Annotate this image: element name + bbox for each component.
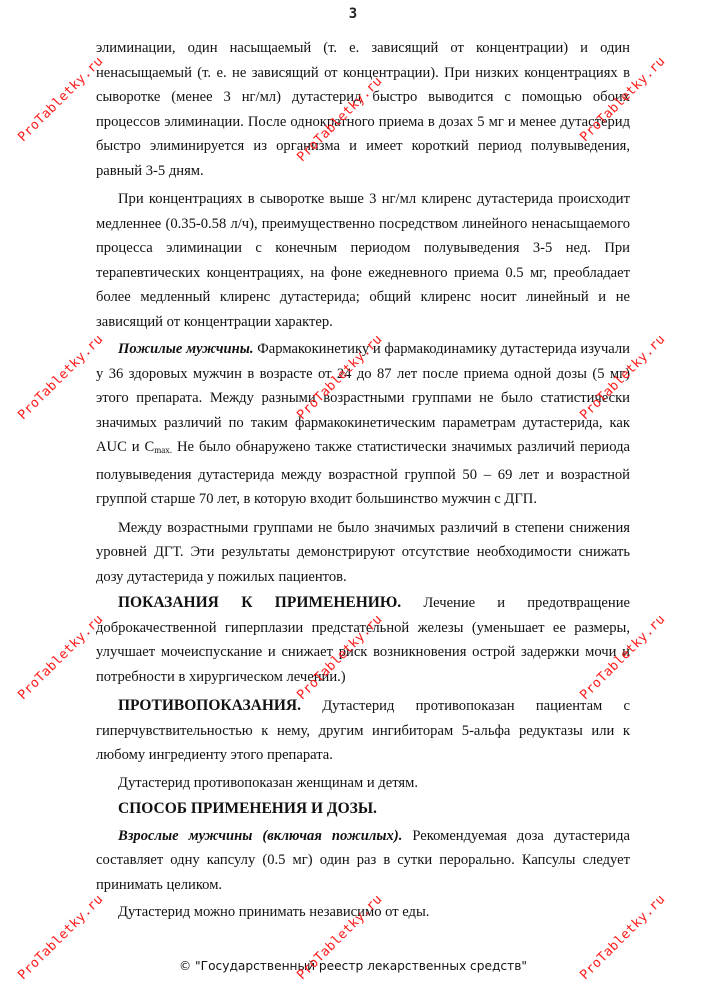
cmax-subscript: max.: [154, 445, 173, 455]
elderly-heading: Пожилые мужчины.: [118, 341, 254, 357]
page-number: 3: [348, 6, 358, 22]
watermark: ProTabletky.ru: [15, 611, 107, 703]
watermark: ProTabletky.ru: [294, 891, 386, 983]
footer-copyright: © "Государственный реестр лекарственных средств": [178, 959, 527, 973]
contraindications-heading: ПРОТИВОПОКАЗАНИЯ.: [118, 697, 301, 714]
paragraph-dgt: Между возрастными группами не было значимых различий в степени снижения уровней ДГТ. Эти результаты демонстрируют отсутствие необходимости снижать дозу дутастерида у пожилых пациентов.: [96, 519, 630, 585]
watermark: ProTabletky.ru: [577, 53, 669, 145]
watermark: ProTabletky.ru: [577, 891, 669, 983]
indications-text: Лечение и предотвращение доброкачественной гиперплазии предстательной железы (уменьшает ее размеры, улучшает мочеиспускание и снижает риск возникновения острой задержки мочи и потребности в хирургическом лечении.): [96, 595, 630, 685]
watermark: ProTabletky.ru: [294, 331, 386, 423]
paragraph-dosage-heading: [96, 797, 630, 822]
paragraph-elimination: элиминации, один насыщаемый (т. е. зависящий от концентрации) и один ненасыщаемый (т. е. не зависящий от концентрации). При низких концентрациях в сыворотке (менее 3 нг/мл) дутастерид быстро выводится с помощью обоих процессов элиминации. После однократного приема в дозах 5 мг и менее дутастерид быстро элиминируется из организма и имеет короткий период полувыведения, равный 3-5 дням.: [96, 40, 630, 179]
paragraph-clearance: При концентрациях в сыворотке выше 3 нг/мл клиренс дутастерида происходит медленнее (0.35-0.58 л/ч), преимущественно посредством линейного ненасыщаемого процесса элиминации с конечным периодом полувыведения 3-5 нед. При терапевтических концентрациях, на фоне ежедневного приема 0.5 мг, преобладает более медленный клиренс дутастерида; общий клиренс носит линейный и не зависящий от концентрации характер.: [96, 191, 630, 330]
paragraph-food: Дутастерид можно принимать независимо от еды.: [118, 904, 430, 920]
adult-dose-text: Рекомендуемая доза дутастерида составляет одну капсулу (0.5 мг) один раз в сутки перорально. Капсулы следует принимать целиком.: [96, 827, 630, 893]
contraindications-text: Дутастерид противопоказан пациентам с гиперчувствительностью к нему, другим ингибиторам 5-альфа редуктазы или к любому ингредиенту этого препарата.: [96, 698, 630, 763]
watermark: ProTabletky.ru: [15, 891, 107, 983]
indications-heading: ПОКАЗАНИЯ К ПРИМЕНЕНИЮ.: [118, 594, 402, 611]
adult-dose-heading: Взрослые мужчины (включая пожилых).: [118, 827, 403, 844]
elderly-text-a: Фармакокинетику и фармакодинамику дутастерида изучали у 36 здоровых мужчин в возрасте от 24 до 87 лет после приема одной дозы (5 мг) этого препарата. Между разными возрастными группами не было статистически значимых различий по таким фармакокинетическим параметрам дутастерида, как AUC и C: [96, 341, 630, 455]
watermark: ProTabletky.ru: [294, 73, 386, 165]
elderly-text-b: Не было обнаружено также статистически значимых различий периода полувыведения дутастерида между возрастной группой 50 – 69 лет и возрастной группой старше 70 лет, в которую входит большинство мужчин с ДГП.: [96, 439, 630, 507]
watermark: ProTabletky.ru: [15, 53, 107, 145]
paragraph-women-children: Дутастерид противопоказан женщинам и детям.: [118, 774, 418, 791]
watermark: ProTabletky.ru: [577, 331, 669, 423]
watermark: ProTabletky.ru: [294, 611, 386, 703]
document-body: [96, 36, 630, 925]
paragraph-adult-dose: [96, 824, 630, 898]
dosage-heading: СПОСОБ ПРИМЕНЕНИЯ И ДОЗЫ.: [118, 800, 377, 817]
watermark: ProTabletky.ru: [577, 611, 669, 703]
paragraph-contraindications: [96, 694, 630, 768]
watermark: ProTabletky.ru: [15, 331, 107, 423]
